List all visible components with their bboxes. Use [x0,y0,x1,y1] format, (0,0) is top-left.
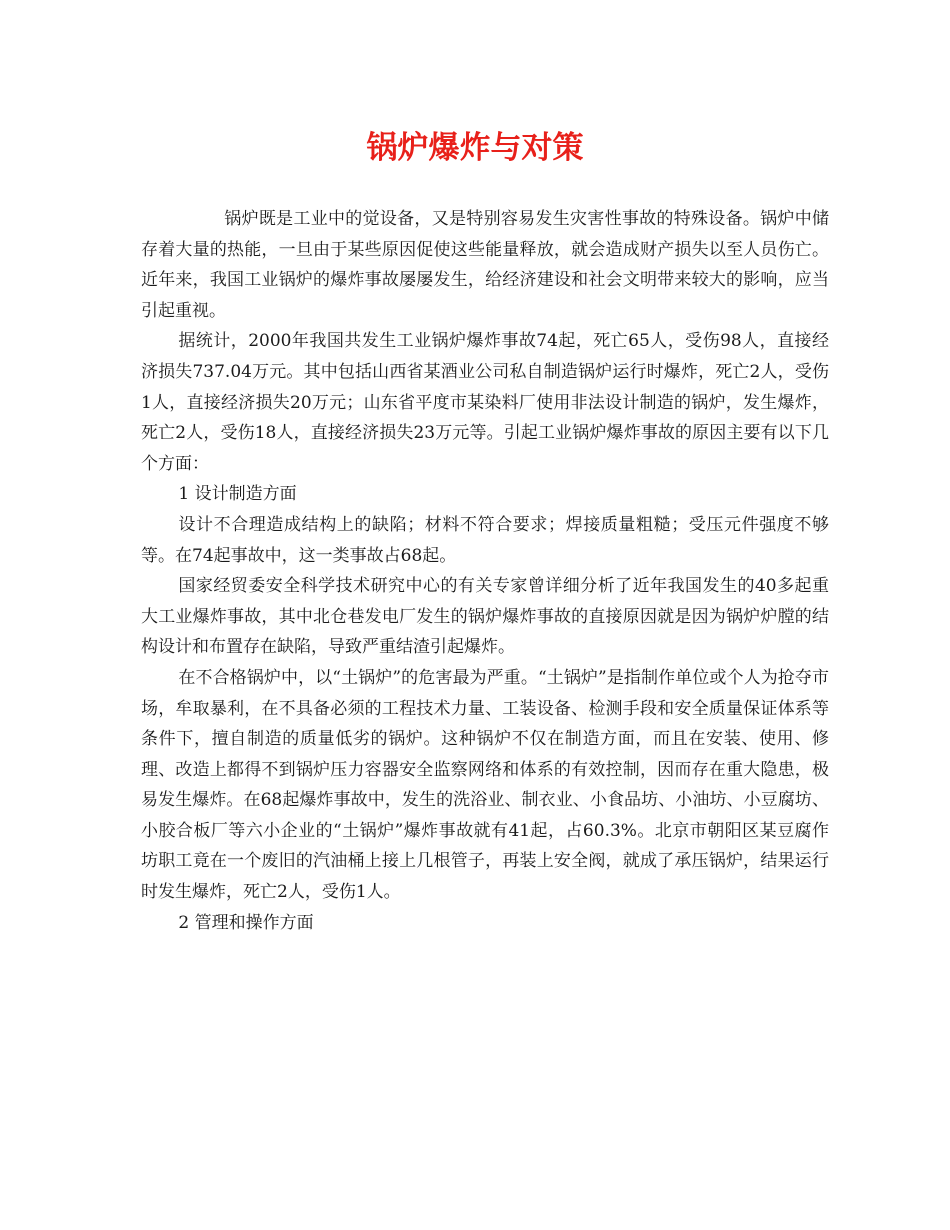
paragraph-tu-guolu: 在不合格锅炉中，以“土锅炉”的危害最为严重。“土锅炉”是指制作单位或个人为抢夺市场，牟取暴利，在不具备必须的工程技术力量、工装设备、检测手段和安全质量保证体系等条件下，擅自制造的质量低劣的锅炉。这种锅炉不仅在制造方面，而且在安装、使用、修理、改造上都得不到锅炉压力容器安全监察网络和体系的有效控制，因而存在重大隐患，极易发生爆炸。在68起爆炸事故中，发生的洗浴业、制衣业、小食品坊、小油坊、小豆腐坊、小胶合板厂等六小企业的“土锅炉”爆炸事故就有41起，占60.3%。北京市朝阳区某豆腐作坊职工竟在一个废旧的汽油桶上接上几根管子，再装上安全阀，就成了承压锅炉，结果运行时发生爆炸，死亡2人，受伤1人。 [141,667,829,903]
section-heading-design: 1 设计制造方面 [178,484,297,505]
paragraph-expert-analysis: 国家经贸委安全科学技术研究中心的有关专家曾详细分析了近年我国发生的40多起重大工业爆炸事故，其中北仓巷发电厂发生的锅炉爆炸事故的直接原因就是因为锅炉炉膛的结构设计和布置存在缺陷，导致严重结渣引起爆炸。 [141,576,829,658]
section-heading-management: 2 管理和操作方面 [178,912,314,933]
document-body [141,204,829,938]
document-title: 锅炉爆炸与对策 [366,130,584,166]
paragraph-design-defects: 设计不合理造成结构上的缺陷；材料不符合要求；焊接质量粗糙；受压元件强度不够等。在74起事故中，这一类事故占68起。 [141,514,829,566]
paragraph-statistics: 据统计，2000年我国共发生工业锅炉爆炸事故74起，死亡65人，受伤98人，直接经济损失737.04万元。其中包括山西省某酒业公司私自制造锅炉运行时爆炸，死亡2人，受伤1人，直接经济损失20万元；山东省平度市某染料厂使用非法设计制造的锅炉，发生爆炸，死亡2人，受伤18人，直接经济损失23万元等。引起工业锅炉爆炸事故的原因主要有以下几个方面： [141,331,829,474]
paragraph-intro: 锅炉既是工业中的觉设备，又是特别容易发生灾害性事故的特殊设备。锅炉中储存着大量的热能，一旦由于某些原因促使这些能量释放，就会造成财产损失以至人员伤亡。近年来，我国工业锅炉的爆炸事故屡屡发生，给经济建设和社会文明带来较大的影响，应当引起重视。 [141,209,829,321]
